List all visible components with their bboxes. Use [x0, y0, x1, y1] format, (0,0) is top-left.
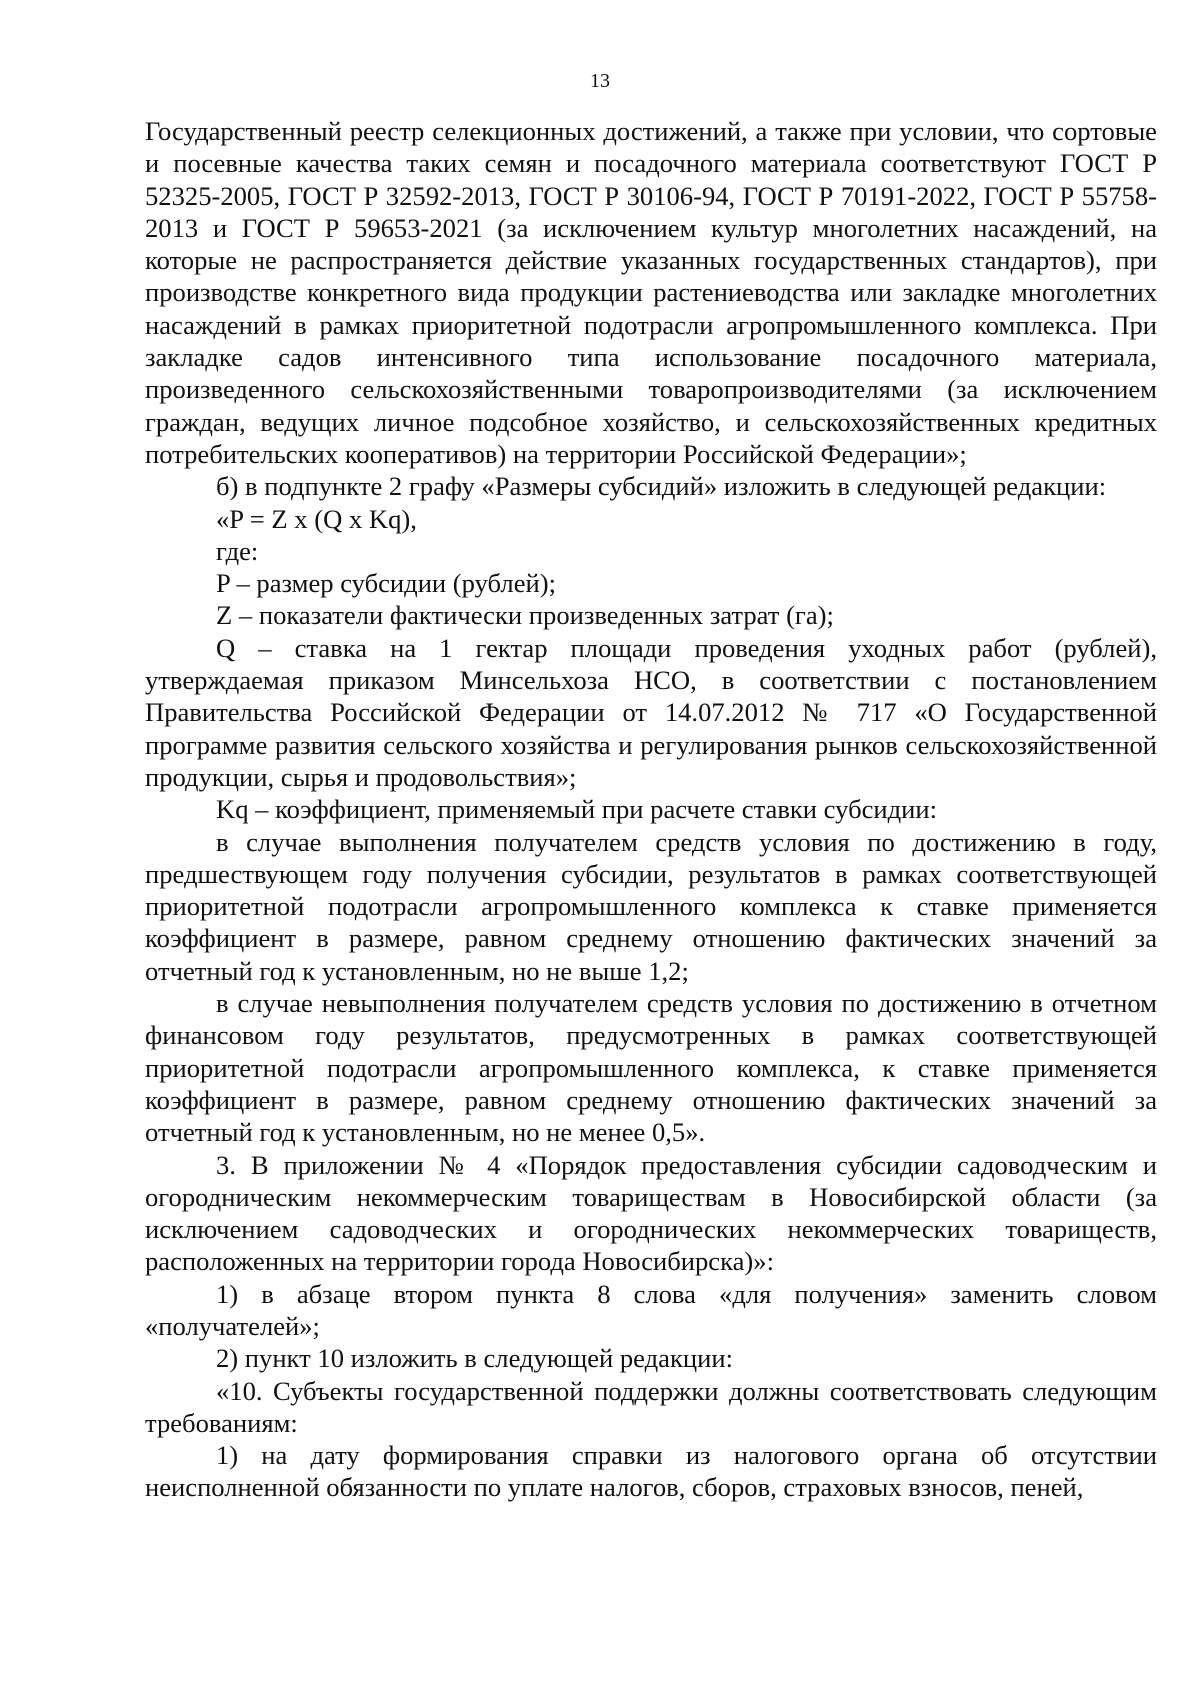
- paragraph-registry-continuation: Государственный реестр селекционных достижений, а также при условии, что сортовые и посевные качества таких семян и посадочного материала соответствуют ГОСТ Р 52325-2005, ГОСТ Р 32592-2013, ГОСТ Р 30106-94, ГОСТ Р 70191-2022, ГОСТ Р 55758-2013 и ГОСТ Р 59653-2021 (за исключением культур многолетних насаждений, на которые не распространяется действие указанных государственных стандартов), при производстве конкретного вида продукции растениеводства или закладке многолетних насаждений в рамках приоритетной подотрасли агропромышленного комплекса. При закладке садов интенсивного типа использование посадочного материала, произведенного сельскохозяйственными товаропроизводителями (за исключением граждан, ведущих личное подсобное хозяйство, и сельскохозяйственных кредитных потребительских кооперативов) на территории Российской Федерации»;: [145, 116, 1157, 469]
- paragraph-formula: «P = Z x (Q x Kq),: [216, 503, 417, 534]
- paragraph-item-1-point-8: 1) в абзаце втором пункта 8 слова «для получения» заменить словом «получателей»;: [145, 1278, 1157, 1341]
- paragraph-appendix-4: 3. В приложении № 4 «Порядок предоставления субсидии садоводческим и огородническим некоммерческим товариществам в Новосибирской области (за исключением садоводческих и огороднических некоммерческих товариществ, расположенных на территории города Новосибирска)»:: [145, 1149, 1157, 1277]
- paragraph-definition-p: P – размер субсидии (рублей);: [216, 568, 556, 599]
- paragraph-kq-unfulfilled: в случае невыполнения получателем средств условия по достижению в отчетном финансовом году результатов, предусмотренных в рамках соответствующей приоритетной подотрасли агропромышленного комплекса, к ставке применяется коэффициент в размере, равном среднему отношению фактических значений за отчетный год к установленным, но не менее 0,5».: [145, 988, 1157, 1148]
- document-body: [145, 115, 1157, 1504]
- paragraph-where: где:: [216, 535, 259, 566]
- page-number: 13: [590, 70, 610, 92]
- paragraph-item-2-point-10: 2) пункт 10 изложить в следующей редакции:: [216, 1343, 733, 1374]
- paragraph-definition-z: Z – показатели фактически произведенных затрат (га);: [216, 600, 834, 631]
- paragraph-definition-q: Q – ставка на 1 гектар площади проведения уходных работ (рублей), утверждаемая приказом Минсельхоза НСО, в соответствии с постановлением Правительства Российской Федерации от 14.07.2012 № 717 «О Государственной программе развития сельского хозяйства и регулирования рынков сельскохозяйственной продукции, сырья и продовольствия»;: [145, 632, 1157, 792]
- paragraph-point-10-requirements: «10. Субъекты государственной поддержки должны соответствовать следующим требованиям:: [145, 1375, 1157, 1438]
- paragraph-definition-kq: Kq – коэффициент, применяемый при расчете ставки субсидии:: [216, 794, 938, 825]
- paragraph-kq-fulfilled: в случае выполнения получателем средств условия по достижению в году, предшествующем году получения субсидии, результатов в рамках соответствующей приоритетной подотрасли агропромышленного комплекса к ставке применяется коэффициент в размере, равном среднему отношению фактических значений за отчетный год к установленным, но не выше 1,2;: [145, 826, 1157, 986]
- paragraph-requirement-1: 1) на дату формирования справки из налогового органа об отсутствии неисполненной обязанности по уплате налогов, сборов, страховых взносов, пеней,: [145, 1440, 1157, 1503]
- paragraph-subclause-b: б) в подпункте 2 графу «Размеры субсидий» изложить в следующей редакции:: [216, 471, 1107, 502]
